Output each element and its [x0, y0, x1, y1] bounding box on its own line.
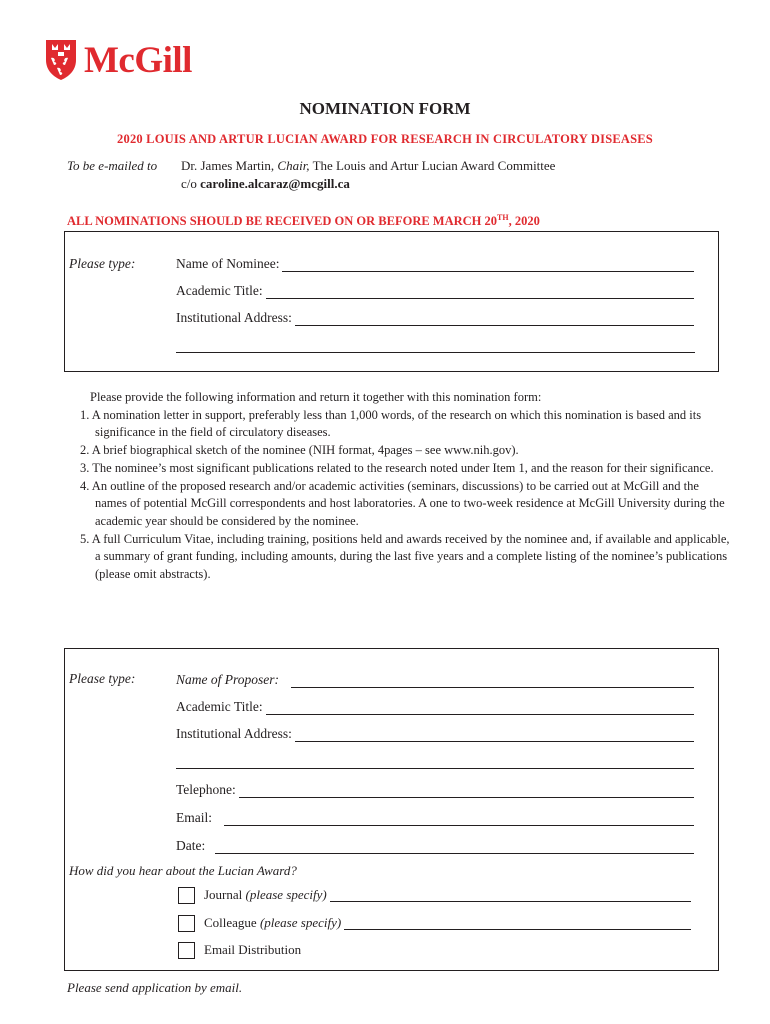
nominee-title-line[interactable]: [266, 284, 694, 299]
proposer-box: [64, 648, 719, 971]
instruction-item: 4. An outline of the proposed research and/or academic activities (seminars, discussions) to be carried out at McGill and the names of potential McGill correspondents and host laboratories. A one to two-week residence at McGill University during the academic year should be considered by the nominee.: [80, 478, 725, 528]
journal-note: (please specify): [245, 887, 327, 902]
proposer-email-field[interactable]: [176, 808, 694, 826]
proposer-title-field[interactable]: [176, 697, 694, 715]
colleague-note: (please specify): [259, 915, 342, 930]
telephone-line[interactable]: [239, 783, 694, 798]
instruction-item: 1. A nomination letter in support, preferably less than 1,000 words, of the research on which this nomination is based and its significance in the field of circulatory diseases.: [80, 407, 702, 440]
mcgill-shield-icon: [44, 38, 78, 82]
journal-checkbox[interactable]: [178, 887, 195, 904]
deadline-text: ALL NOMINATIONS SHOULD BE RECEIVED ON OR BEFORE MARCH 20: [67, 214, 498, 229]
mailing-label: To be e-mailed to: [67, 158, 158, 173]
journal-label: Journal: [204, 887, 243, 902]
nominee-address-line[interactable]: [295, 311, 694, 326]
proposer-please-type: Please type:: [69, 671, 136, 686]
email-label: Email:: [176, 810, 212, 825]
proposer-address-line-2[interactable]: [176, 767, 694, 769]
footer-note: Please send application by email.: [67, 980, 243, 995]
proposer-date-field[interactable]: [176, 836, 694, 854]
award-subtitle: 2020 LOUIS AND ARTUR LUCIAN AWARD FOR RESEARCH IN CIRCULATORY DISEASES: [117, 132, 653, 146]
email-distribution-checkbox[interactable]: [178, 942, 195, 959]
colleague-checkbox[interactable]: [178, 915, 195, 932]
journal-specify-line[interactable]: [330, 889, 691, 902]
date-line[interactable]: [215, 839, 694, 854]
nominee-title-field[interactable]: [176, 281, 694, 299]
proposer-address-label: Institutional Address:: [176, 726, 292, 741]
referral-question: How did you hear about the Lucian Award?: [69, 863, 297, 878]
option-journal[interactable]: [178, 885, 691, 905]
nominee-name-field[interactable]: [176, 254, 694, 272]
instruction-item: 3. The nominee’s most significant publications related to the research noted under Item 1, and the reason for their significance.: [80, 460, 714, 475]
proposer-address-line[interactable]: [295, 727, 694, 742]
colleague-specify-line[interactable]: [344, 917, 691, 930]
recipient-role: Chair,: [277, 158, 310, 173]
care-of-label: c/o: [181, 176, 197, 191]
mailing-recipient: [181, 158, 555, 174]
nominee-address-label: Institutional Address:: [176, 310, 292, 325]
nominee-address-field[interactable]: [176, 308, 694, 326]
proposer-title-label: Academic Title:: [176, 699, 263, 714]
contact-email[interactable]: caroline.alcaraz@mcgill.ca: [200, 176, 350, 191]
email-line[interactable]: [224, 811, 694, 826]
proposer-name-label: Name of Proposer:: [176, 672, 279, 687]
recipient-name: Dr. James Martin,: [181, 158, 275, 173]
instructions: [80, 389, 730, 584]
deadline-sup: TH: [497, 213, 509, 222]
proposer-name-line[interactable]: [291, 673, 694, 688]
nominee-name-label: Name of Nominee:: [176, 256, 280, 271]
instruction-item: 2. A brief biographical sketch of the nominee (NIH format, 4pages – see www.nih.gov).: [80, 443, 519, 458]
email-distribution-label: Email Distribution: [204, 942, 302, 957]
mailing-care-of: [181, 176, 350, 192]
nominee-please-type: Please type:: [69, 256, 136, 271]
form-title: NOMINATION FORM: [299, 99, 471, 118]
proposer-name-field[interactable]: [176, 670, 694, 688]
mcgill-logo: [44, 38, 192, 82]
date-label: Date:: [176, 838, 206, 853]
nominee-name-line[interactable]: [282, 257, 694, 272]
nominee-box: [64, 231, 719, 372]
nominee-title-label: Academic Title:: [176, 283, 263, 298]
logo-wordmark: McGill: [84, 39, 192, 81]
instructions-list: [80, 407, 730, 584]
deadline-year: , 2020: [508, 214, 540, 229]
committee-name: The Louis and Artur Lucian Award Committee: [312, 158, 556, 173]
deadline-notice: [67, 213, 540, 229]
instruction-item: 5. A full Curriculum Vitae, including training, positions held and awards received by the nominee and, if available and applicable, a summary of grant funding, including amounts, during the last five years and a complete listing of the nominee’s publications (please omit abstracts).: [80, 531, 730, 582]
proposer-title-line[interactable]: [266, 700, 694, 715]
option-colleague[interactable]: [178, 913, 691, 933]
proposer-address-field[interactable]: [176, 724, 694, 742]
telephone-label: Telephone:: [176, 782, 236, 797]
instructions-intro: Please provide the following information and return it together with this nomination form:: [90, 390, 542, 404]
colleague-label: Colleague: [204, 915, 257, 930]
proposer-telephone-field[interactable]: [176, 780, 694, 798]
option-email-distribution[interactable]: [178, 940, 691, 960]
nominee-address-line-2[interactable]: [176, 351, 695, 353]
